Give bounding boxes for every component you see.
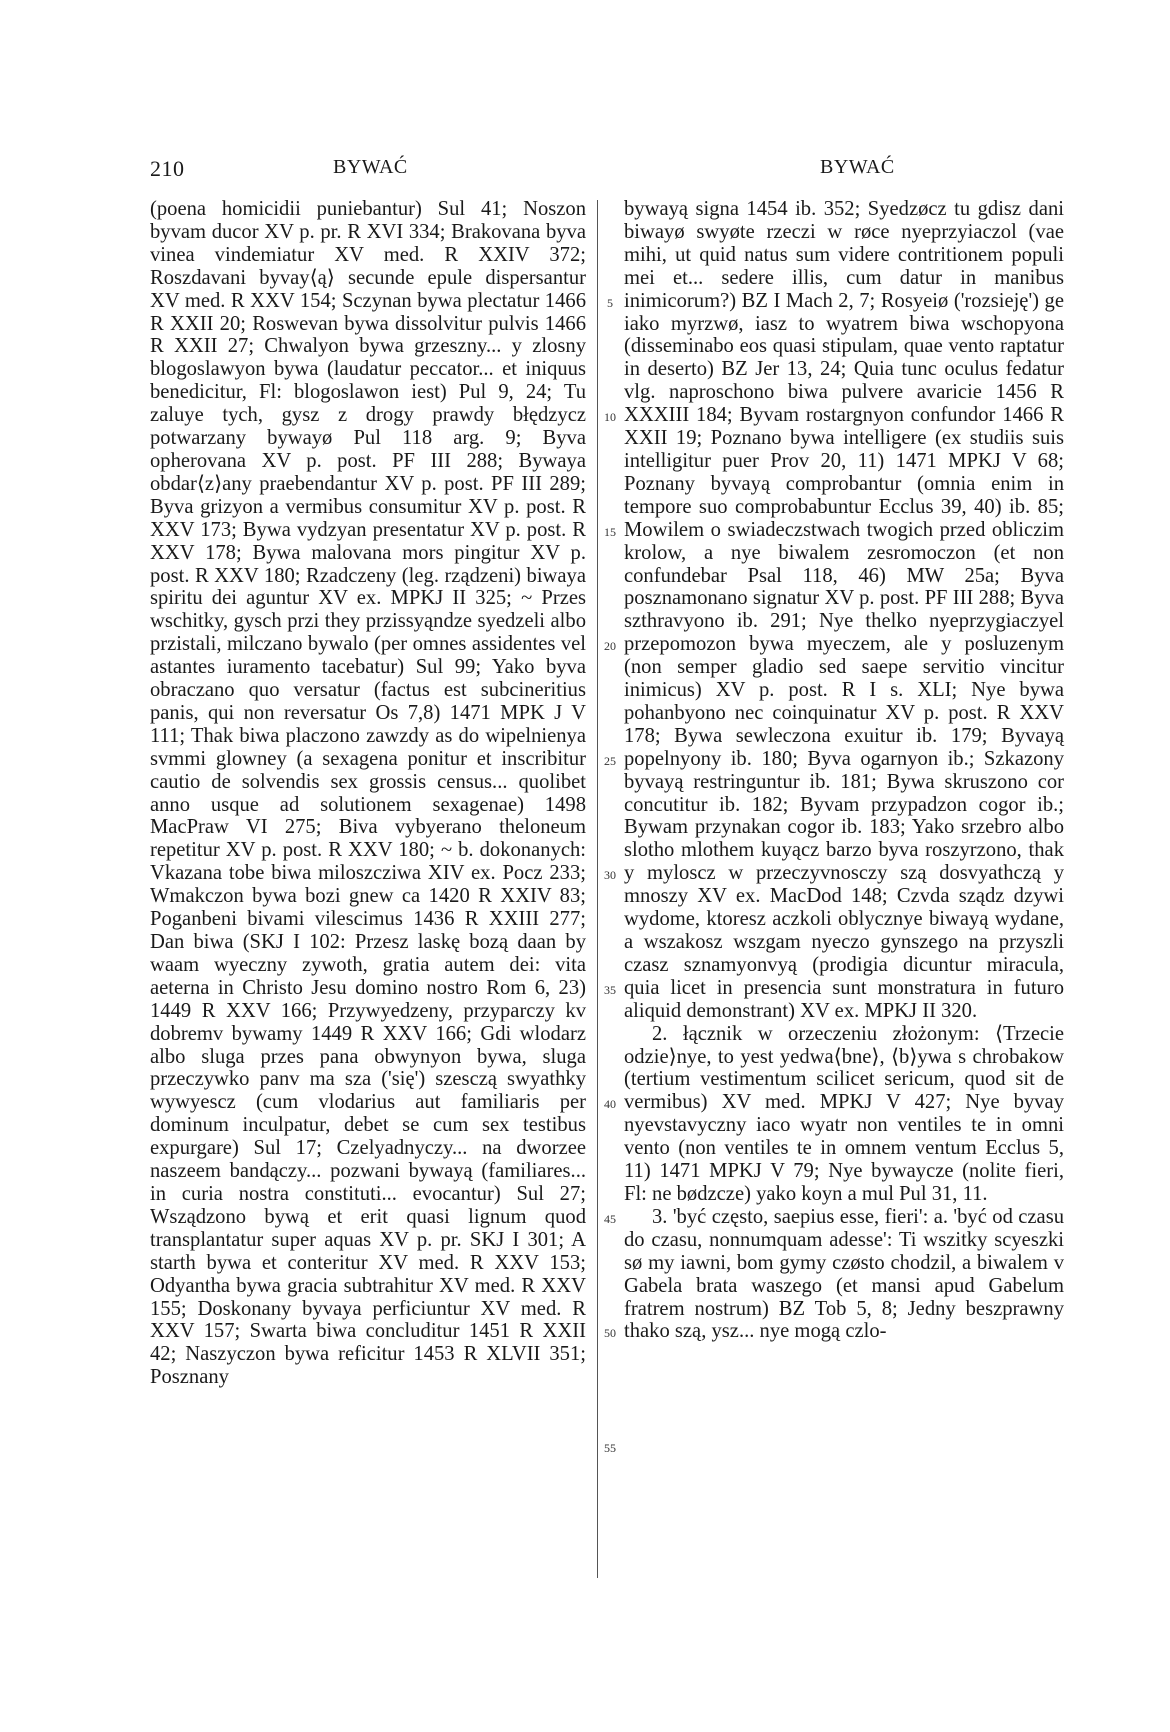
- line-number: 55: [604, 1440, 616, 1455]
- right-column-text: bywayą signa 1454 ib. 352; Syedzøcz tu gdisz dani biwayø swyøte rzeczi w røce nyeprzyiaczol (vae mihi, ut quid natus sum videre contritionem populi mei et... sedere illis, cum datur in manibus inimicorum?) BZ I Mach 2, 7; Rosyeiø ('rozsieję') ge iako myrzwø, iasz to wyatrem biwa wschopyona (disseminabo eos quasi stipulam, quae vento raptatur in deserto) BZ Jer 13, 24; Quia tunc oculus fedatur vlg. naproschono biwa pulvere avaricie 1456 R XXXIII 184; Byvam rostargnyon confundor 1466 R XXII 19; Poznano bywa intelligere (ex studiis suis intelligitur puer Prov 20, 11) 1471 MPKJ V 68; Poznany byvayą comprobantur (omnia enim in tempore suo comprobabuntur Ecclus 39, 40) ib. 85; Mowilem o swiadeczstwach twogich przed obliczim krolow, a nye biwalem zesromoczon (et non confundebar Psal 118, 46) MW 25a; Byva posznamonano signatur XV p. post. PF III 288; Byva szthravyono ib. 291; Nye thelko nyeprzygiaczyel przepomozon bywa myeczem, ale y posluzenym (non semper gladio sed saepe servitio vincitur inimicus) XV p. post. R I s. XLI; Nye bywa pohanbyono nec coinquinatur XV p. post. R XXV 178; Bywa sewleczona exuitur ib. 179; Byvayą popelnyony ib. 180; Byva ogarnyon ib.; Szkazony byvayą restringuntur ib. 181; Bywa skruszono cor concutitur ib. 182; Byvam przypadzon cogor ib.; Bywam przynakan cogor ib. 183; Yako srzebro albo slotho mlothem kuyącz barzo byva roszyrzono, thak y myloscz w przeczyvnosczy szą dosvyathczą y mnoszy XV ex. MacDod 148; Czvda sządz dzywi wydome, ktoresz aczkoli oblycznye biwayą wydane, a wszakosz wszgam nyeczo gynszego na przyszli czasz sznamyonvyą (prodigia dicuntur miracula, quia licet in presencia sunt monstratura in futuro aliquid demonstrant) XV ex. MPKJ II 320.: [624, 198, 1064, 1022]
- line-number: 35: [604, 982, 616, 997]
- right-column: [624, 198, 1064, 1343]
- running-head-right: BYWAĆ: [820, 156, 895, 178]
- section-3-czesto: 3. 'być często, saepius esse, fieri': a. 'być od czasu do czasu, nonnumquam adesse': Ti wszitky scyeszki sø my iawni, bom gymy czøsto chodzil, a biwalem v Gabela brata waszego (et mansi apud Gabelum fratrem nostrum) BZ Tob 5, 8; Jedny beszprawny thako szą, ysz... nye mogą czlo-: [624, 1205, 1064, 1343]
- line-number: 40: [604, 1097, 616, 1112]
- line-number: 20: [604, 639, 616, 654]
- line-number: 15: [604, 524, 616, 539]
- page-number: 210: [150, 156, 185, 181]
- line-number: 45: [604, 1211, 616, 1226]
- section-2-lacznik: 2. łącznik w orzeczeniu złożonym: ⟨Trzecie odzie⟩nye, to yest yedwa⟨bne⟩, ⟨b⟩ywa s chrobakow (tertium vestimentum scilicet sericum, quod sit de vermibus) XV med. MPKJ V 427; Nye byvay nyevstavyczny iaco wyatr non ventiles te in omni vento (non ventiles te in omnem ventum Ecclus 5, 11) 1471 MPKJ V 79; Nye bywaycze (nolite fieri, Fl: ne bødzcze) yako koyn a mul Pul 31, 11.: [624, 1022, 1064, 1205]
- running-head-left: BYWAĆ: [333, 156, 408, 178]
- line-number: 25: [604, 753, 616, 768]
- left-column-text: (poena homicidii puniebantur) Sul 41; Noszon byvam ducor XV p. pr. R XVI 334; Brakovana byva vinea vindemiatur XV med. R XXIV 372; Roszdavani byvay⟨ą⟩ secunde epule dispersantur XV med. R XXV 154; Sczynan bywa plectatur 1466 R XXII 20; Roswevan bywa dissolvitur pulvis 1466 R XXII 27; Chwalyon bywa grzeszny... y zlosny blogoslawyon bywa (laudatur peccator... et iniquus benedicitur, Fl: blogoslawon iest) Pul 9, 24; Tu zaluye tych, gysz z drogy prawdy błędzycz potwarzany bywayø Pul 118 arg. 9; Byva opherovana XV p. post. PF III 288; Bywaya obdar⟨z⟩any praebendantur XV p. post. PF III 289; Byva grizyon a vermibus consumitur XV p. post. R XXV 173; Bywa vydzyan presentatur XV p. post. R XXV 178; Bywa malovana mors pingitur XV p. post. R XXV 180; Rzadczeny (leg. rządzeni) biwaya spiritu dei aguntur XV ex. MPKJ II 325; ~ Przes wschitky, gysch przi they przissyąndze syedzeli albo przistali, milczano bywalo (per omnes assidentes vel astantes iuramento tacebatur) Sul 99; Yako byva obraczano quo versatur (factus est subcineritius panis, qui non reversatur Os 7,8) 1471 MPK J V 111; Thak biwa placzono zawzdy as do wipelnienya svmmi glowney (a sexagena ponitur et inscribitur cautio de solvendis sex grossis census... quolibet anno usque ad solutionem sexagenae) 1498 MacPraw VI 275; Biva vybyerano theloneum repetitur XV p. post. R XXV 180; ~ b. dokonanych: Vkazana tobe biwa miloszcziwa XIV ex. Pocz 233; Wmakczon bywa bozi gnew ca 1420 R XXIV 83; Poganbeni bivami vilescimus 1436 R XXIII 277; Dan biwa (SKJ I 102: Przesz laskę bozą daan by waam wyeczny zywoth, gratia autem dei: vita aeterna in Christo Jesu domino nostro Rom 6, 23) 1449 R XXV 166; Przywyedzeny, przyparczy kv dobremv bywamy 1449 R XXV 166; Gdi wlodarz albo sluga przes pana obwynyon bywa, sluga przeczywko panv ma sza ('się') szesczą swyathky wywyescz (cum vlodarius aut familiaris per dominum inculpatur, debet se cum sex testibus expurgare) Sul 17; Czelyadnyczy... na dworzee naszeem bandączy... pozwani bywayą (familiares... in curia nostra constituti... evocantur) Sul 27; Wsządzono bywą et erit quasi lignum quod transplantatur super aquas XV p. pr. SKJ I 301; A starth bywa et conteritur XV med. R XXV 153; Odyantha bywa gracia subtrahitur XV med. R XXV 155; Doskonany byvaya perficiuntur XV med. R XXV 157; Swarta biwa concluditur 1451 R XXII 42; Naszyczon bywa reficitur 1453 R XLVII 351; Posznany: [150, 198, 586, 1389]
- line-number: 30: [604, 868, 616, 883]
- line-number: 5: [607, 295, 613, 310]
- line-number: 50: [604, 1326, 616, 1341]
- column-divider: [597, 200, 598, 1578]
- line-number: 10: [604, 410, 616, 425]
- left-column: [150, 198, 586, 1389]
